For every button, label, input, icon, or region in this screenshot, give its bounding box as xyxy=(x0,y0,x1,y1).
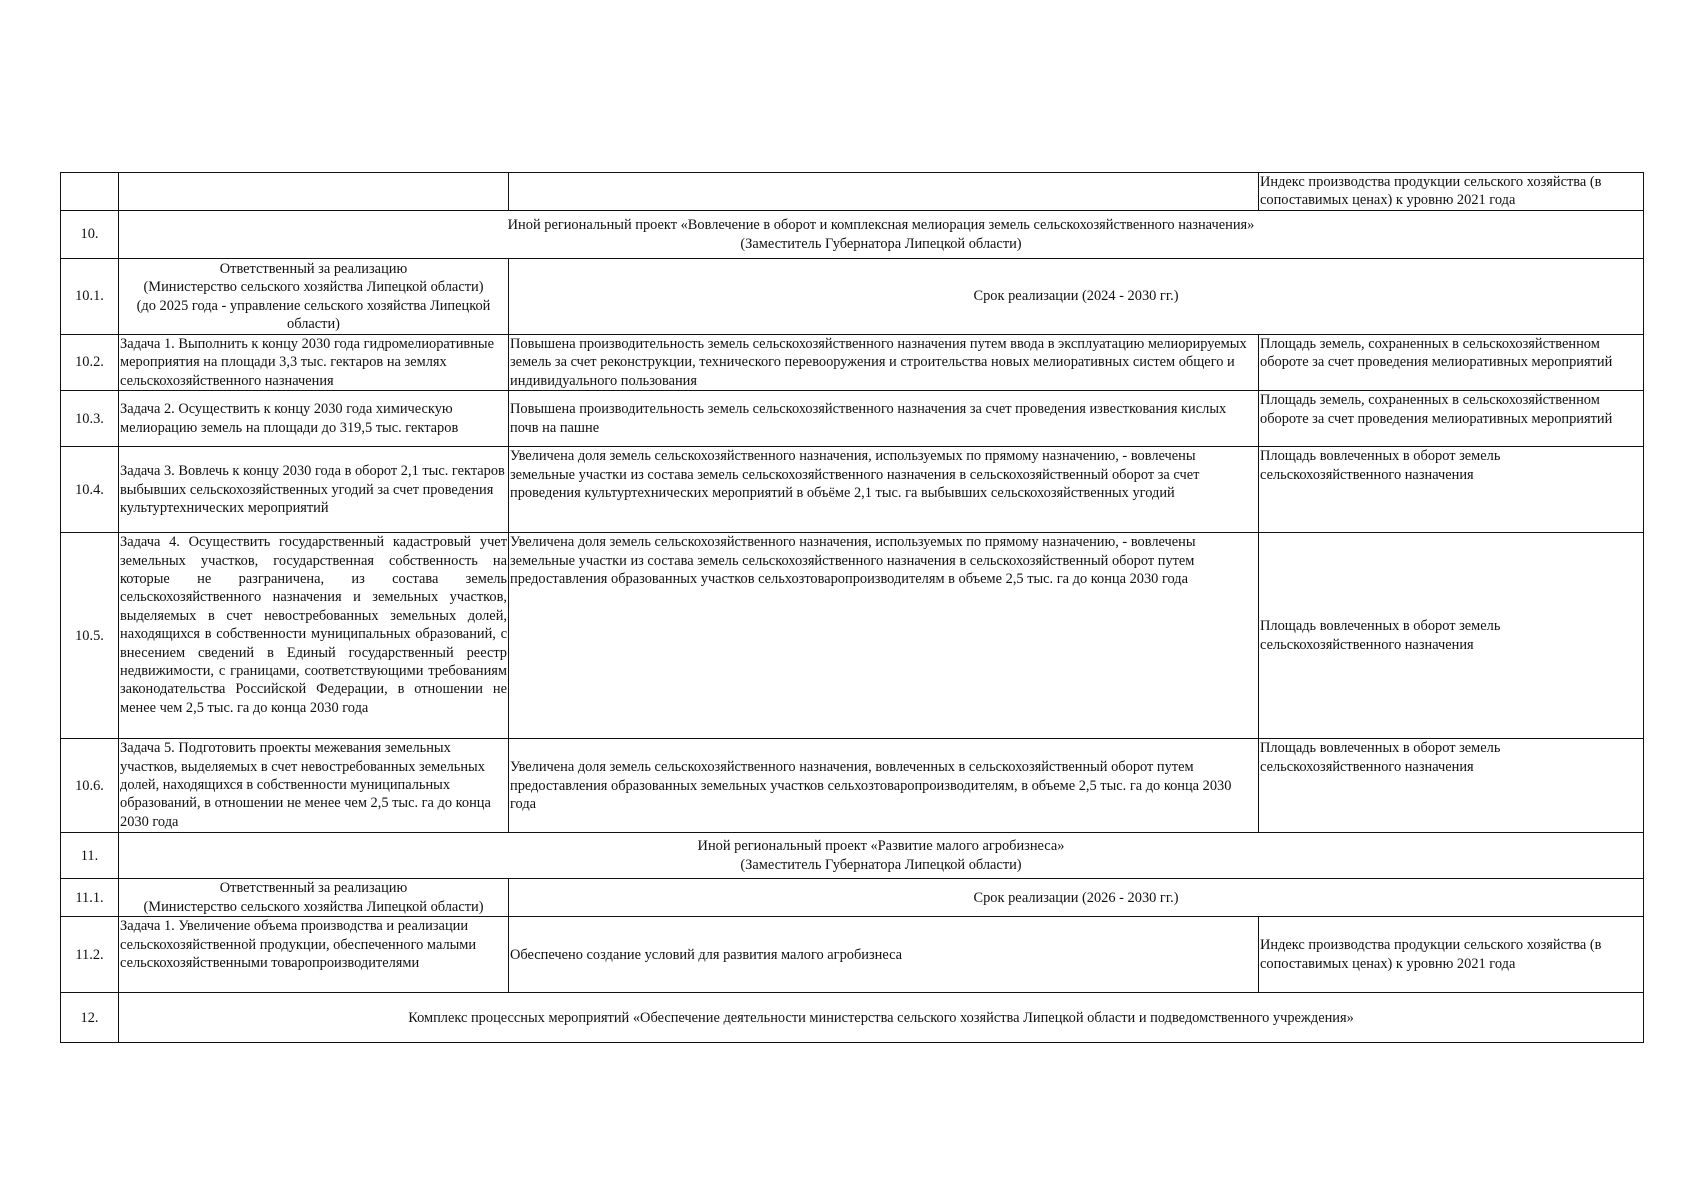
row-number: 10. xyxy=(61,211,119,259)
row-number: 10.5. xyxy=(61,533,119,739)
indicator-cell: Площадь земель, сохраненных в сельскохозяйственном обороте за счет проведения мелиоративных мероприятий xyxy=(1259,335,1644,391)
table-row xyxy=(61,879,1644,917)
row-number: 10.4. xyxy=(61,447,119,533)
table-row xyxy=(61,739,1644,833)
responsible-heading: Ответственный за реализацию xyxy=(219,880,408,897)
row-number: 10.2. xyxy=(61,335,119,391)
row-number: 11. xyxy=(61,833,119,879)
table-row xyxy=(61,917,1644,993)
result-cell: Увеличена доля земель сельскохозяйственного назначения, используемых по прямому назначению, - вовлечены земельные участки из состава земель сельскохозяйственного назначения в сельскохозяйственный оборот за счет проведения культуртехнических мероприятий в объёме 2,1 тыс. га выбывших сельскохозяйственных угодий xyxy=(509,447,1259,533)
table-row xyxy=(61,533,1644,739)
responsible-cell xyxy=(119,879,509,917)
result-cell: Повышена производительность земель сельскохозяйственного назначения путем ввода в эксплуатацию мелиорируемых земель за счет реконструкции, технического перевооружения и строительства новых мелиоративных систем общего и индивидуального пользования xyxy=(509,335,1259,391)
indicator-cell: Площадь вовлеченных в оборот земель сельскохозяйственного назначения xyxy=(1259,447,1644,533)
task-cell xyxy=(119,173,509,211)
project-curator: (Заместитель Губернатора Липецкой области) xyxy=(740,235,1022,252)
result-cell: Повышена производительность земель сельскохозяйственного назначения за счет проведения известкования кислых почв на пашне xyxy=(509,391,1259,447)
term-cell: Срок реализации (2026 - 2030 гг.) xyxy=(509,879,1644,917)
table-row xyxy=(61,993,1644,1043)
table-row xyxy=(61,335,1644,391)
row-number: 10.1. xyxy=(61,259,119,335)
table-row xyxy=(61,447,1644,533)
result-cell: Увеличена доля земель сельскохозяйственного назначения, вовлеченных в сельскохозяйственный оборот путем предоставления образованных земельных участков сельхозтоваропроизводителям, в объеме 2,5 тыс. га до конца 2030 года xyxy=(509,739,1259,833)
result-cell: Увеличена доля земель сельскохозяйственного назначения, используемых по прямому назначению, - вовлечены земельные участки из состава земель сельскохозяйственного назначения в сельскохозяйственный оборот путем предоставления образованных участков сельхозтоваропроизводителям в объеме 2,5 тыс. га до конца 2030 года xyxy=(509,533,1259,739)
indicator-cell: Площадь земель, сохраненных в сельскохозяйственном обороте за счет проведения мелиоративных мероприятий xyxy=(1259,391,1644,447)
project-curator: (Заместитель Губернатора Липецкой области) xyxy=(740,856,1022,873)
table-row xyxy=(61,391,1644,447)
result-cell: Обеспечено создание условий для развития малого агробизнеса xyxy=(509,917,1259,993)
responsible-ministry: (Министерство сельского хозяйства Липецкой области) xyxy=(143,279,484,296)
result-cell xyxy=(509,173,1259,211)
indicator-cell: Площадь вовлеченных в оборот земель сельскохозяйственного назначения xyxy=(1259,739,1644,833)
row-number: 10.3. xyxy=(61,391,119,447)
table-row xyxy=(61,259,1644,335)
project-title: Иной региональный проект «Вовлечение в оборот и комплексная мелиорация земель сельскохозяйственного назначения» xyxy=(507,217,1255,234)
row-number: 11.1. xyxy=(61,879,119,917)
project-title-cell xyxy=(119,211,1644,259)
table-row xyxy=(61,833,1644,879)
indicator-cell: Площадь вовлеченных в оборот земель сельскохозяйственного назначения xyxy=(1259,533,1644,739)
indicator-cell: Индекс производства продукции сельского хозяйства (в сопоставимых ценах) к уровню 2021 года xyxy=(1259,173,1644,211)
table-row xyxy=(61,211,1644,259)
row-number: 10.6. xyxy=(61,739,119,833)
task-cell: Задача 5. Подготовить проекты межевания земельных участков, выделяемых в счет невостребованных земельных долей, находящихся в собственности муниципальных образований, в отношении не менее чем 2,5 тыс. га до конца 2030 года xyxy=(119,739,509,833)
row-number: 11.2. xyxy=(61,917,119,993)
row-number: 12. xyxy=(61,993,119,1043)
responsible-note: (до 2025 года - управление сельского хозяйства Липецкой области) xyxy=(136,297,491,332)
project-title: Иной региональный проект «Развитие малого агробизнеса» xyxy=(697,838,1065,855)
table-row xyxy=(61,173,1644,211)
task-cell: Задача 3. Вовлечь к концу 2030 года в оборот 2,1 тыс. гектаров выбывших сельскохозяйственных угодий за счет проведения культуртехнических мероприятий xyxy=(119,447,509,533)
responsible-ministry: (Министерство сельского хозяйства Липецкой области) xyxy=(143,898,484,915)
row-number xyxy=(61,173,119,211)
term-cell: Срок реализации (2024 - 2030 гг.) xyxy=(509,259,1644,335)
task-cell: Задача 4. Осуществить государственный кадастровый учет земельных участков, государственная собственность на которые не разграничена, из состава земель сельскохозяйственного назначения и земельных участков, выделяемых в счет невостребованных земельных долей, находящихся в собственности муниципальных образований, с внесением сведений в Единый государственный реестр недвижимости, с границами, соответствующими требованиям законодательства Российской Федерации, в отношении не менее чем 2,5 тыс. га до конца 2030 года xyxy=(119,533,509,739)
program-structure-table xyxy=(60,172,1644,1043)
task-cell: Задача 1. Выполнить к концу 2030 года гидромелиоративные мероприятия на площади 3,3 тыс. гектаров на землях сельскохозяйственного назначения xyxy=(119,335,509,391)
responsible-cell xyxy=(119,259,509,335)
task-cell: Задача 2. Осуществить к концу 2030 года химическую мелиорацию земель на площади до 319,5 тыс. гектаров xyxy=(119,391,509,447)
task-cell: Задача 1. Увеличение объема производства и реализации сельскохозяйственной продукции, обеспеченного малыми сельскохозяйственными товаропроизводителями xyxy=(119,917,509,993)
indicator-cell: Индекс производства продукции сельского хозяйства (в сопоставимых ценах) к уровню 2021 года xyxy=(1259,917,1644,993)
project-title-cell xyxy=(119,833,1644,879)
process-complex-title: Комплекс процессных мероприятий «Обеспечение деятельности министерства сельского хозяйства Липецкой области и подведомственного учреждения» xyxy=(119,993,1644,1043)
responsible-heading: Ответственный за реализацию xyxy=(219,260,408,277)
